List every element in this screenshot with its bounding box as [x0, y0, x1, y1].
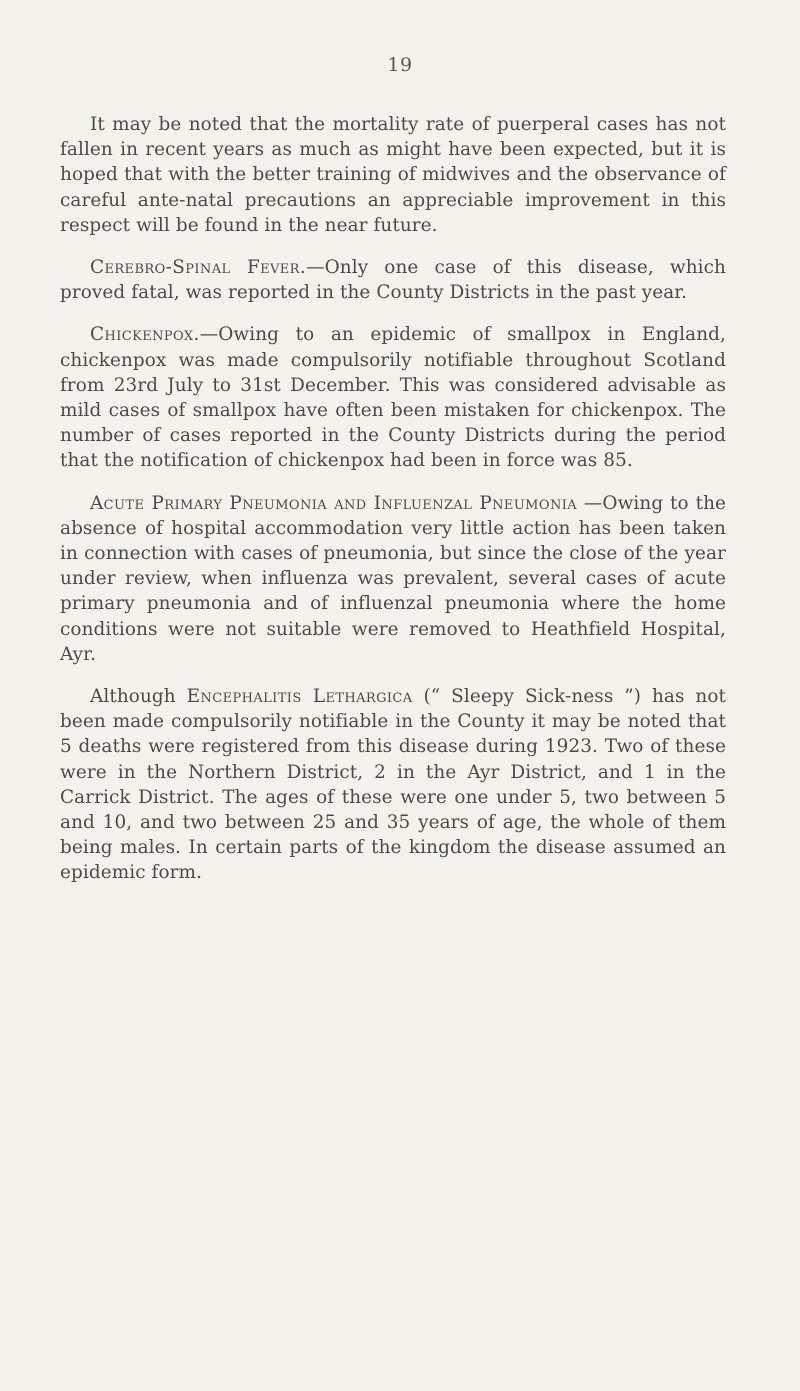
page-number: 19	[387, 54, 413, 76]
paragraph-text: (“ Sleepy Sick-ness ”) has not been made compulsorily notifiable in the County it may be noted that 5 deaths were registered from this disease during 1923. Two of these were in the Northern District, 2 in the Ayr District, and 1 in the Carrick District. The ages of these were one under 5, two between 5 and 10, and two between 25 and 35 years of age, the whole of them being males. In certain parts of the kingdom the disease assumed an epidemic form.	[60, 686, 726, 884]
paragraph-lead-text: Although	[90, 686, 187, 708]
paragraph-encephalitis-lethargica	[60, 684, 726, 886]
paragraph-text: It may be noted that the mortality rate of puerperal cases has not fallen in recent years as much as might have been expected, but it is hoped that with the better training of midwives and the observance of careful ante-natal precautions an appreciable improvement in this respect will be found in the near future.	[60, 114, 726, 236]
paragraph-chickenpox	[60, 322, 726, 473]
section-heading-chickenpox: Chickenpox.	[90, 324, 200, 346]
section-heading-encephalitis-lethargica: Encephalitis Lethargica	[186, 686, 413, 708]
paragraph-text: —Owing to an epidemic of smallpox in England, chickenpox was made compulsorily notifiable throughout Scotland from 23rd July to 31st December. This was considered advisable as mild cases of smallpox have often been mistaken for chickenpox. The number of cases reported in the County Districts during the period that the notification of chickenpox had been in force was 85.	[60, 324, 726, 472]
paragraph-text: —Only one case of this disease, which proved fatal, was reported in the County Districts in the past year.	[60, 257, 726, 304]
section-heading-cerebro-spinal-fever: Cerebro-Spinal Fever.	[90, 257, 307, 279]
paragraph-text: —Owing to the absence of hospital accommodation very little action has been taken in connection with cases of pneumonia, but since the close of the year under review, when influenza was prevalent, several cases of acute primary pneumonia and of influenzal pneumonia where the home conditions were not suitable were removed to Heathfield Hospital, Ayr.	[60, 492, 726, 665]
paragraph-puerperal	[60, 112, 726, 238]
paragraph-pneumonia	[60, 491, 726, 667]
page-body	[60, 112, 726, 903]
paragraph-cerebro-spinal-fever	[60, 255, 726, 305]
section-heading-pneumonia: Acute Primary Pneumonia and Influenzal Pneumonia	[90, 492, 578, 514]
